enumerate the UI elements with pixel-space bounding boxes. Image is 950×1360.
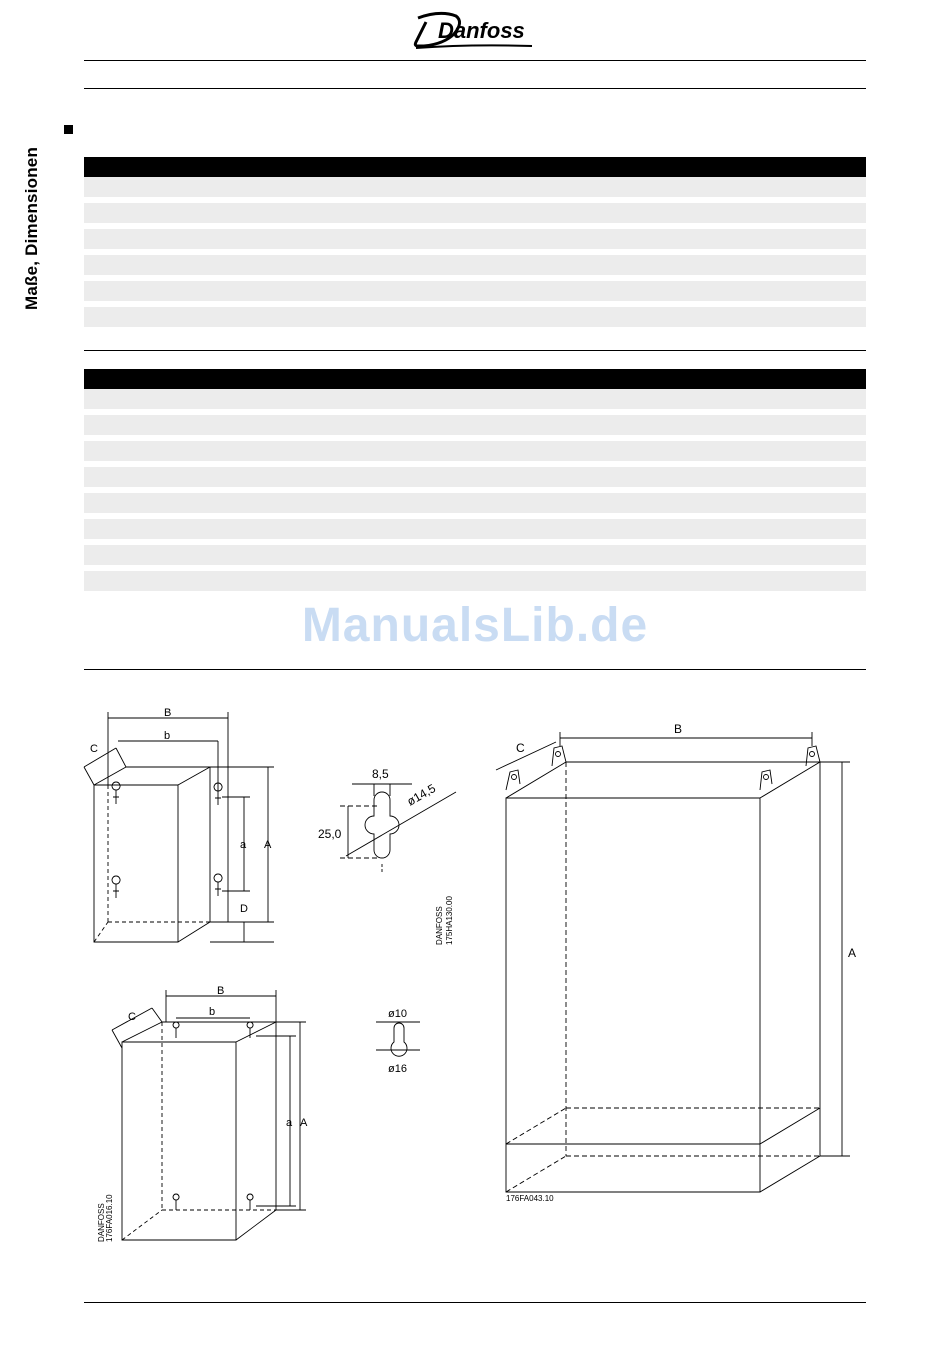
keyhole2-dim-small: ø10 — [388, 1008, 407, 1020]
sidebar-section-title: Maße, Dimensionen — [22, 146, 41, 310]
table-row — [84, 255, 866, 275]
keyhole1-dim-height: 25,0 — [318, 827, 342, 841]
keyhole1-ref-2: 175HA130.00 — [445, 896, 454, 945]
fig2-dim-a: a — [286, 1117, 293, 1129]
fig1-dim-D: D — [240, 903, 248, 915]
table-row — [84, 229, 866, 249]
fig3-dim-A: A — [848, 946, 857, 960]
footer-rule — [84, 1302, 866, 1303]
table-row — [84, 415, 866, 435]
fig1-dim-b: b — [164, 730, 171, 742]
enclosure-drawing-2 — [112, 990, 306, 1240]
keyhole1-ref-1: DANFOSS — [435, 906, 444, 945]
fig3-dim-C: C — [516, 741, 525, 755]
table-row — [84, 281, 866, 301]
keyhole2-dim-large: ø16 — [388, 1063, 407, 1075]
table-row — [84, 519, 866, 539]
fig1-dim-C: C — [90, 743, 98, 755]
dimension-drawings — [0, 680, 950, 1290]
fig2-ref-1: DANFOSS — [97, 1203, 106, 1242]
fig2-ref-2: 176FA016.10 — [105, 1194, 114, 1242]
keyhole-detail-2 — [376, 1022, 420, 1056]
table-row — [84, 307, 866, 327]
fig1-dim-a: a — [240, 839, 247, 851]
table-row — [84, 441, 866, 461]
header-rule-bottom — [84, 88, 866, 89]
watermark: ManualsLib.de — [301, 599, 649, 652]
table-row — [84, 203, 866, 223]
fig3-ref: 176FA043.10 — [506, 1194, 554, 1203]
dimensions-table-2 — [84, 369, 866, 591]
fig2-dim-B: B — [217, 985, 225, 997]
table-header — [84, 157, 866, 177]
fig3-dim-B: B — [674, 722, 683, 736]
table-row — [84, 571, 866, 591]
section-rule — [84, 669, 866, 670]
fig1-dim-B: B — [164, 707, 172, 719]
fig1-dim-A: A — [264, 839, 272, 851]
section-bullet — [64, 125, 73, 134]
fig2-dim-C: C — [128, 1011, 136, 1023]
fig2-dim-A: A — [300, 1117, 308, 1129]
dimensions-table-1 — [84, 157, 866, 327]
danfoss-logo — [410, 8, 535, 52]
logo-text: Danfoss — [438, 18, 525, 43]
table-row — [84, 545, 866, 565]
header-rule-top — [84, 60, 866, 61]
enclosure-drawing-3 — [496, 732, 850, 1192]
table-row — [84, 493, 866, 513]
keyhole1-dim-width: 8,5 — [372, 767, 389, 781]
fig2-dim-b: b — [209, 1006, 216, 1018]
table-row — [84, 389, 866, 409]
keyhole1-dim-diameter: ø14,5 — [404, 781, 439, 809]
table-row — [84, 467, 866, 487]
keyhole-detail-1 — [340, 784, 456, 872]
table-header — [84, 369, 866, 389]
section-rule — [84, 350, 866, 351]
table-row — [84, 177, 866, 197]
